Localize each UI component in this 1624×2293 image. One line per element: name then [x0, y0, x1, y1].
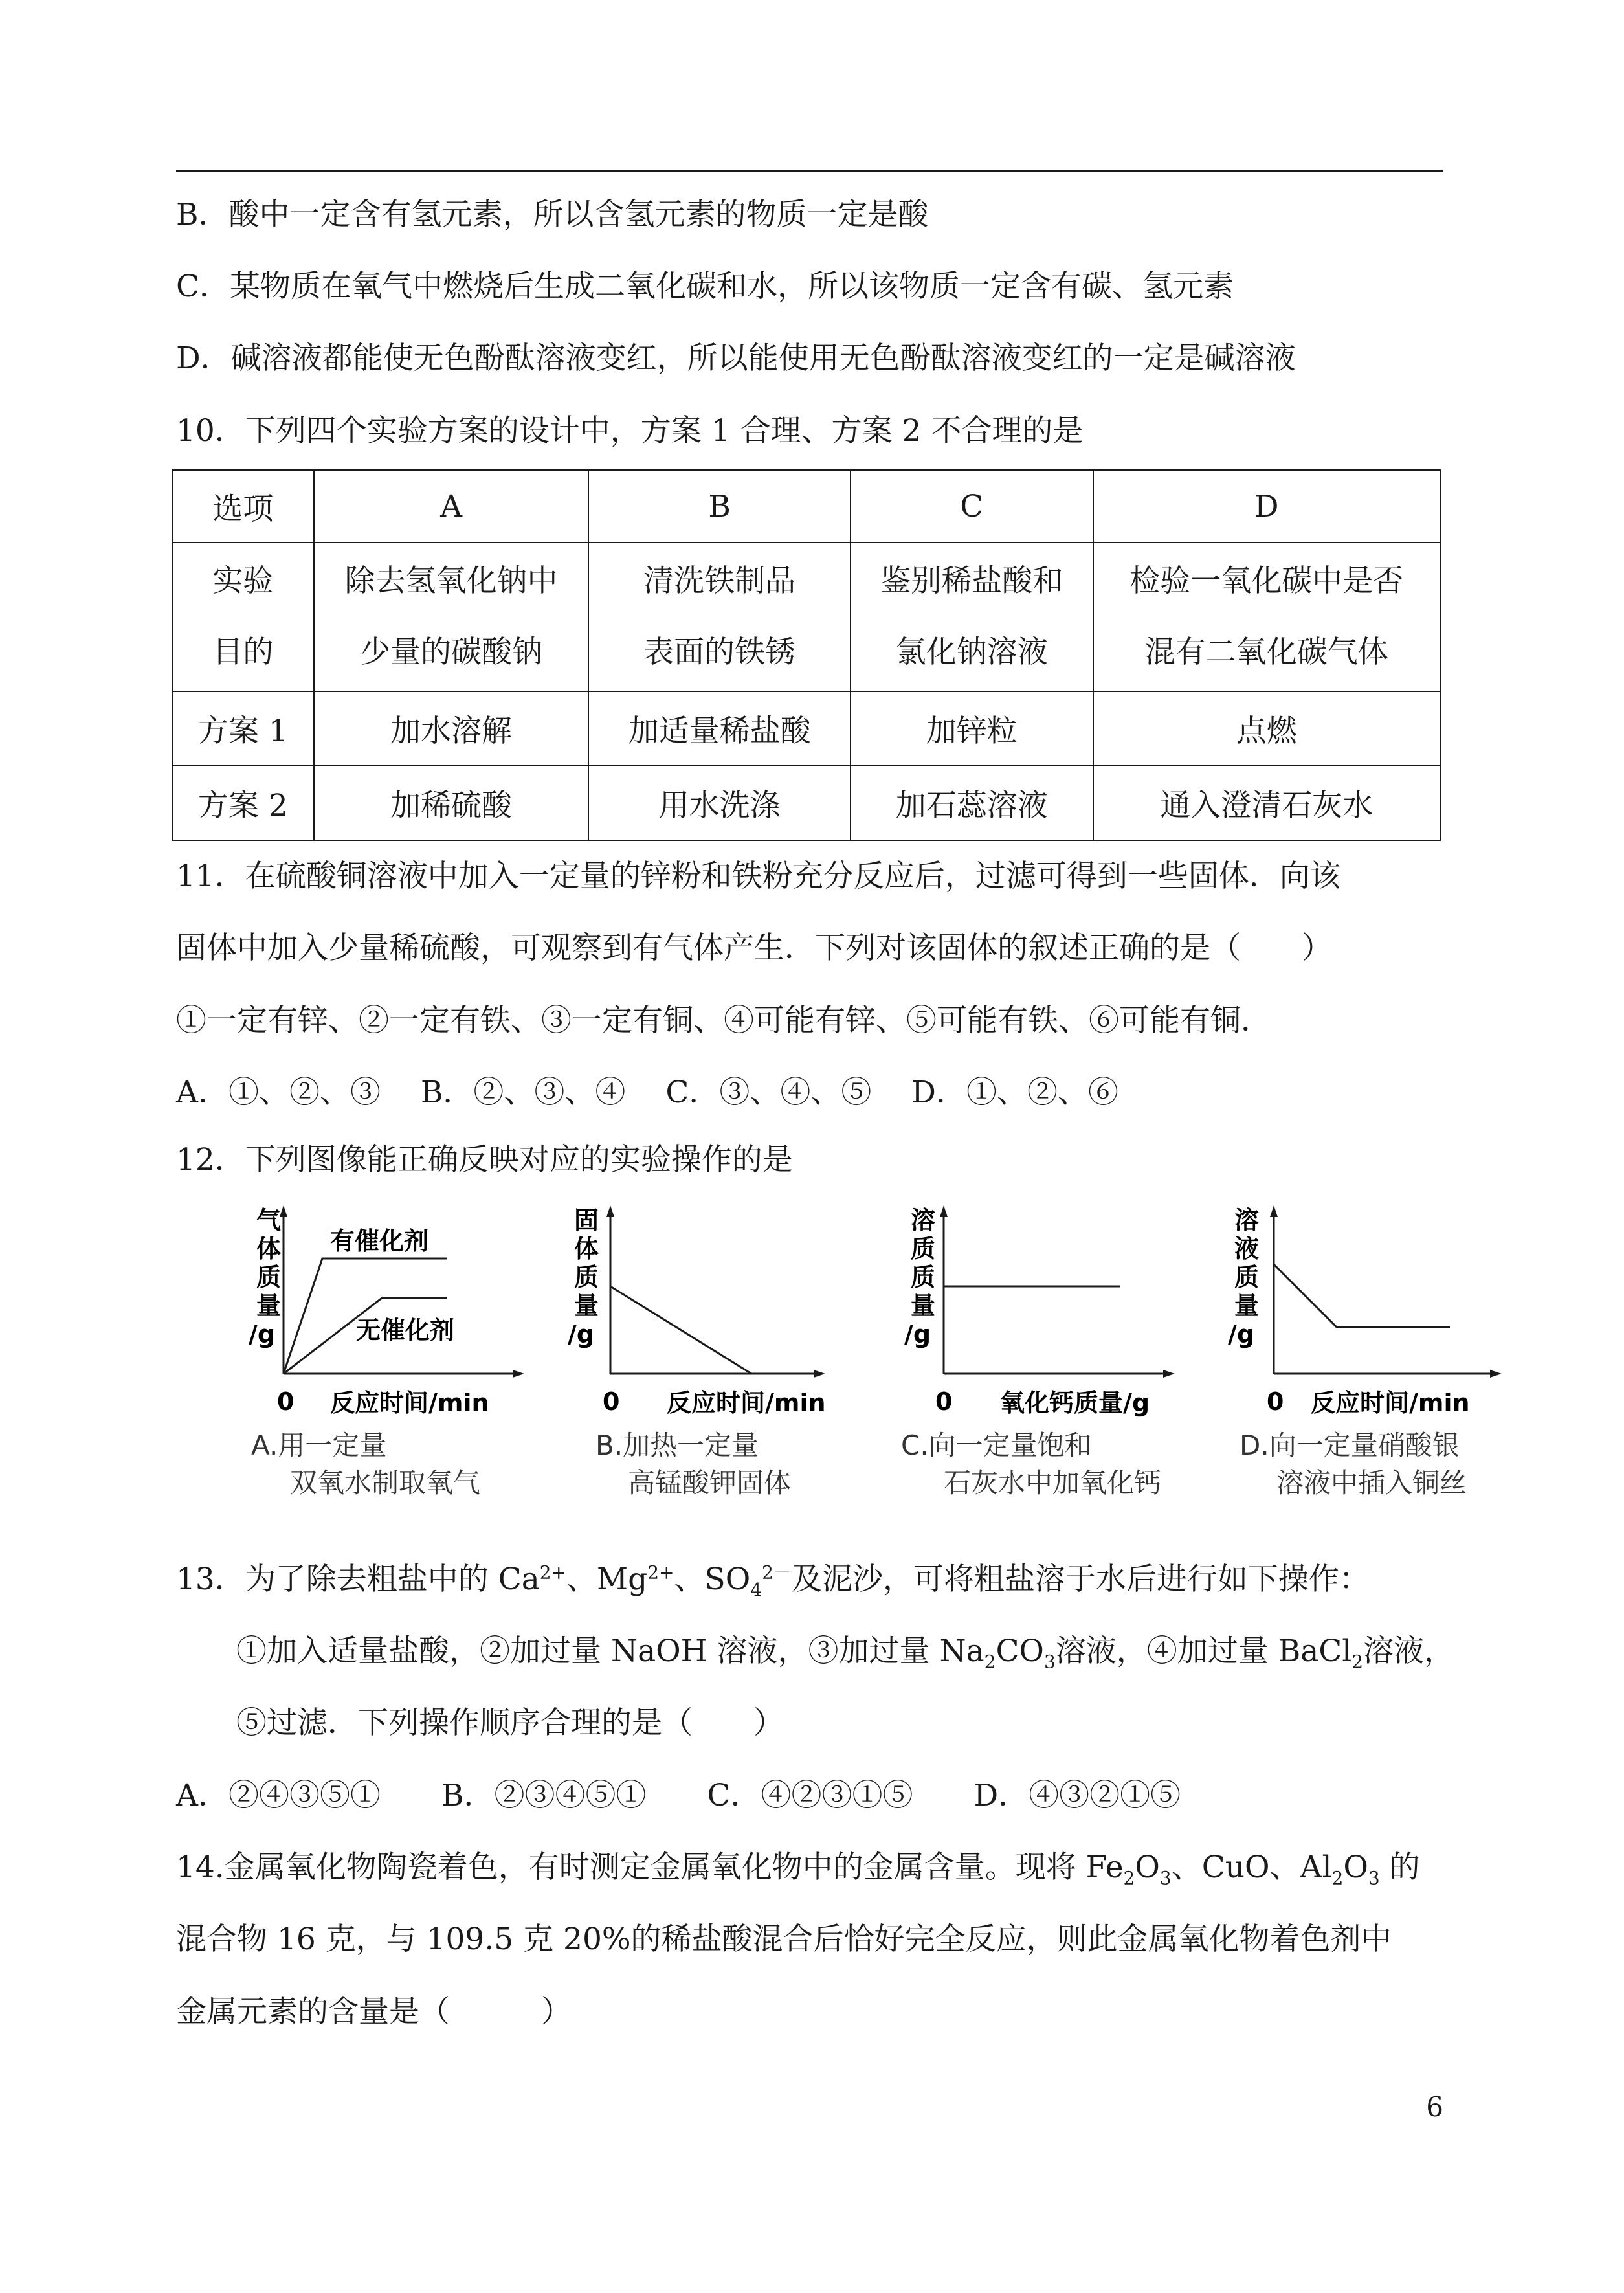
- table-header-row: [172, 470, 1440, 542]
- q13-options: A．②④③⑤① B．②③④⑤① C．④②③①⑤ D．④③②①⑤: [176, 1778, 1181, 1813]
- graph-a-caption-2: 双氧水制取氧气: [290, 1467, 481, 1499]
- svg-text:反应时间/min: 反应时间/min: [330, 1389, 489, 1417]
- svg-text:反应时间/min: 反应时间/min: [1311, 1389, 1470, 1417]
- svg-text:反应时间/min: 反应时间/min: [667, 1389, 826, 1417]
- svg-text:质: 质: [256, 1263, 282, 1292]
- svg-text:固: 固: [574, 1206, 599, 1235]
- svg-text:体: 体: [256, 1235, 282, 1263]
- graph-d-caption-1: D.向一定量硝酸银: [1240, 1429, 1460, 1461]
- graph-c-plot: [896, 1198, 1207, 1418]
- graph-d-caption-2: 溶液中插入铜丝: [1276, 1467, 1467, 1499]
- svg-text:量: 量: [911, 1292, 936, 1320]
- svg-text:有催化剂: 有催化剂: [330, 1227, 429, 1255]
- svg-text:质: 质: [911, 1263, 936, 1292]
- q11-options: A．①、②、③ B．②、③、④ C．③、④、⑤ D．①、②、⑥: [176, 1075, 1118, 1110]
- svg-text:无催化剂: 无催化剂: [356, 1316, 455, 1345]
- q9-option-b: B．酸中一定含有氢元素，所以含氢元素的物质一定是酸: [176, 197, 929, 232]
- svg-text:/g: /g: [904, 1320, 931, 1348]
- svg-text:/g: /g: [1228, 1320, 1255, 1348]
- table-cell: 加稀硫酸: [314, 766, 589, 840]
- table-header-cell: B: [588, 470, 851, 542]
- q14-line-1: 14.金属氧化物陶瓷着色，有时测定金属氧化物中的金属含量。现将 $Fe_2O_3$、CuO、$Al_2O_3$ 的: [176, 1850, 1420, 1889]
- graph-a-plot: [239, 1198, 576, 1418]
- q12-stem: 12．下列图像能正确反映对应的实验操作的是: [176, 1142, 793, 1178]
- curve-solid-mass: [610, 1286, 751, 1374]
- svg-text:体: 体: [574, 1235, 599, 1263]
- svg-text:液: 液: [1234, 1235, 1260, 1263]
- table-cell: 加适量稀盐酸: [588, 691, 851, 766]
- svg-text:溶: 溶: [1234, 1206, 1260, 1235]
- q13-line-2: ①加入适量盐酸，②加过量 NaOH 溶液，③加过量 $Na_2CO_3$溶液，④加过量 BaCl$_2$溶液，: [236, 1633, 1455, 1673]
- table-cell: 通入澄清石灰水: [1093, 766, 1440, 840]
- curve-solution-mass: [1274, 1264, 1450, 1327]
- svg-text:0: 0: [935, 1387, 953, 1416]
- table-cell: 除去氢氧化钠中 少量的碳酸钠: [314, 542, 589, 691]
- q11-line-3: ①一定有锌、②一定有铁、③一定有铜、④可能有锌、⑤可能有铁、⑥可能有铜．: [176, 1003, 1271, 1038]
- svg-text:气: 气: [256, 1206, 282, 1235]
- graph-a-caption-1: A.用一定量: [251, 1429, 387, 1461]
- row-label: 方案 1: [172, 691, 314, 766]
- graph-b-caption-1: B.加热一定量: [595, 1429, 759, 1461]
- svg-text:溶: 溶: [911, 1206, 936, 1235]
- q11-line-1: 11．在硫酸铜溶液中加入一定量的锌粉和铁粉充分反应后，过滤可得到一些固体．向该: [176, 858, 1340, 894]
- graph-c-caption-1: C.向一定量饱和: [901, 1429, 1092, 1461]
- table-cell: 用水洗涤: [588, 766, 851, 840]
- table-cell: 鉴别稀盐酸和 氯化钠溶液: [851, 542, 1093, 691]
- row-label: 方案 2: [172, 766, 314, 840]
- table-cell: 加锌粒: [851, 691, 1093, 766]
- table-row-plan2: [172, 766, 1440, 840]
- svg-text:/g: /g: [568, 1320, 595, 1348]
- svg-text:0: 0: [603, 1387, 620, 1416]
- graph-b-caption-2: 高锰酸钾固体: [628, 1467, 792, 1499]
- row-label: 实验 目的: [172, 542, 314, 691]
- svg-text:氧化钙质量/g: 氧化钙质量/g: [1000, 1389, 1150, 1417]
- q9-option-c: C．某物质在氧气中燃烧后生成二氧化碳和水，所以该物质一定含有碳、氢元素: [176, 269, 1234, 304]
- svg-text:质: 质: [1234, 1263, 1260, 1292]
- table-cell: 加石蕊溶液: [851, 766, 1093, 840]
- q14-line-2: 混合物 16 克，与 109.5 克 20%的稀盐酸混合后恰好完全反应，则此金属氧化物着色剂中: [176, 1921, 1392, 1957]
- svg-text:/g: /g: [249, 1320, 276, 1348]
- svg-text:量: 量: [256, 1292, 282, 1320]
- table-cell: 检验一氧化碳中是否 混有二氧化碳气体: [1093, 542, 1440, 691]
- table-header-cell: 选项: [172, 470, 314, 542]
- header-rule: [176, 170, 1443, 172]
- q14-line-3: 金属元素的含量是（ ）: [176, 1994, 572, 2030]
- table-cell: 点燃: [1093, 691, 1440, 766]
- q10-table: [172, 469, 1441, 841]
- graph-d-plot: [1227, 1198, 1511, 1418]
- table-header-cell: C: [851, 470, 1093, 542]
- table-row-plan1: [172, 691, 1440, 766]
- svg-text:质: 质: [574, 1263, 599, 1292]
- svg-text:0: 0: [277, 1387, 295, 1416]
- table-cell: 加水溶解: [314, 691, 589, 766]
- q9-option-d: D．碱溶液都能使无色酚酞溶液变红，所以能使用无色酚酞溶液变红的一定是碱溶液: [176, 341, 1296, 376]
- q11-line-2: 固体中加入少量稀硫酸，可观察到有气体产生．下列对该固体的叙述正确的是（ ）: [176, 930, 1332, 966]
- page-number: 6: [1426, 2091, 1443, 2123]
- table-cell: 清洗铁制品 表面的铁锈: [588, 542, 851, 691]
- q13-line-3: ⑤过滤．下列操作顺序合理的是（ ）: [236, 1705, 784, 1741]
- q13-line-1: 13．为了除去粗盐中的 $Ca^{2+}$、$Mg^{2+}$、$SO_4^{2-}$及泥沙，可将粗盐溶于水后进行如下操作：: [176, 1561, 1370, 1601]
- graph-b-plot: [560, 1198, 858, 1418]
- svg-text:量: 量: [574, 1292, 599, 1320]
- svg-text:量: 量: [1234, 1292, 1260, 1320]
- svg-text:质: 质: [911, 1235, 936, 1263]
- table-header-cell: D: [1093, 470, 1440, 542]
- svg-text:0: 0: [1267, 1387, 1284, 1416]
- table-header-cell: A: [314, 470, 589, 542]
- graph-c-caption-2: 石灰水中加氧化钙: [944, 1467, 1162, 1499]
- table-row-purpose: [172, 542, 1440, 691]
- q10-stem: 10．下列四个实验方案的设计中，方案 1 合理、方案 2 不合理的是: [176, 413, 1084, 449]
